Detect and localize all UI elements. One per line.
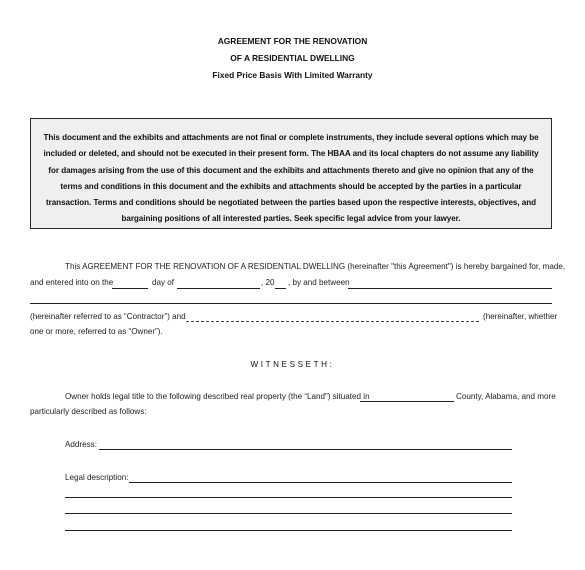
land-line-2: particularly described as follows: [30,407,147,416]
agreement-line-4: one or more, referred to as “Owner”). [30,327,163,336]
disclaimer-text: This document and the exhibits and attachments are not final or complete instruments, they include several options which may be included or deleted, and should not be executed in their present form. The HBAA and its local chapters do not assume any liability for damages arising from the use of this document and the exhibits and attachments thereto and give no opinion that any of the terms and conditions in this document and the exhibits and attachments should be accepted by the parties in a particular transaction. Terms and conditions should be negotiated between the parties based upon the respective interests, objectives, and bargaining positions of all interested parties. Seek specific legal advice from your lawyer. [43,133,539,224]
legal-description-field[interactable] [129,482,512,483]
agreement-line-2-end: , by and between [288,278,350,287]
land-line-1-start: Owner holds legal title to the following described real property (the “Land”) situated in [65,392,370,401]
contractor-continuation-line[interactable] [30,303,552,304]
legal-description-label: Legal description: [65,473,129,482]
address-field[interactable] [99,449,512,450]
agreement-line-2-year: , 20 [261,278,275,287]
title-line-1: AGREEMENT FOR THE RENOVATION [217,36,368,46]
land-line-1-end: County, Alabama, and more [456,392,556,401]
date-day-blank[interactable] [112,288,148,289]
legal-description-line-3[interactable] [65,513,512,514]
agreement-line-2-dayof: day of [152,278,175,287]
legal-description-line-2[interactable] [65,497,512,498]
witnesseth-heading: WITNESSETH: [250,360,335,369]
address-label: Address: [65,440,97,449]
date-month-blank[interactable] [177,288,260,289]
agreement-line-3-end: (hereinafter, whether [483,312,558,321]
county-blank[interactable] [360,401,454,402]
agreement-line-2-start: and entered into on the [30,278,114,287]
legal-description-line-4[interactable] [65,530,512,531]
title-line-2: OF A RESIDENTIAL DWELLING [230,53,355,63]
owner-name-blank[interactable] [186,321,479,322]
agreement-line-3-start: (hereinafter referred to as “Contractor”) and [30,312,186,321]
agreement-line-1: This AGREEMENT FOR THE RENOVATION OF A RESIDENTIAL DWELLING (hereinafter "this Agreement") is hereby bargained for, made, [65,262,566,271]
date-year-blank[interactable] [275,288,286,289]
contractor-name-blank[interactable] [348,288,552,289]
title-line-3: Fixed Price Basis With Limited Warranty [212,70,373,80]
disclaimer-box [30,118,552,229]
